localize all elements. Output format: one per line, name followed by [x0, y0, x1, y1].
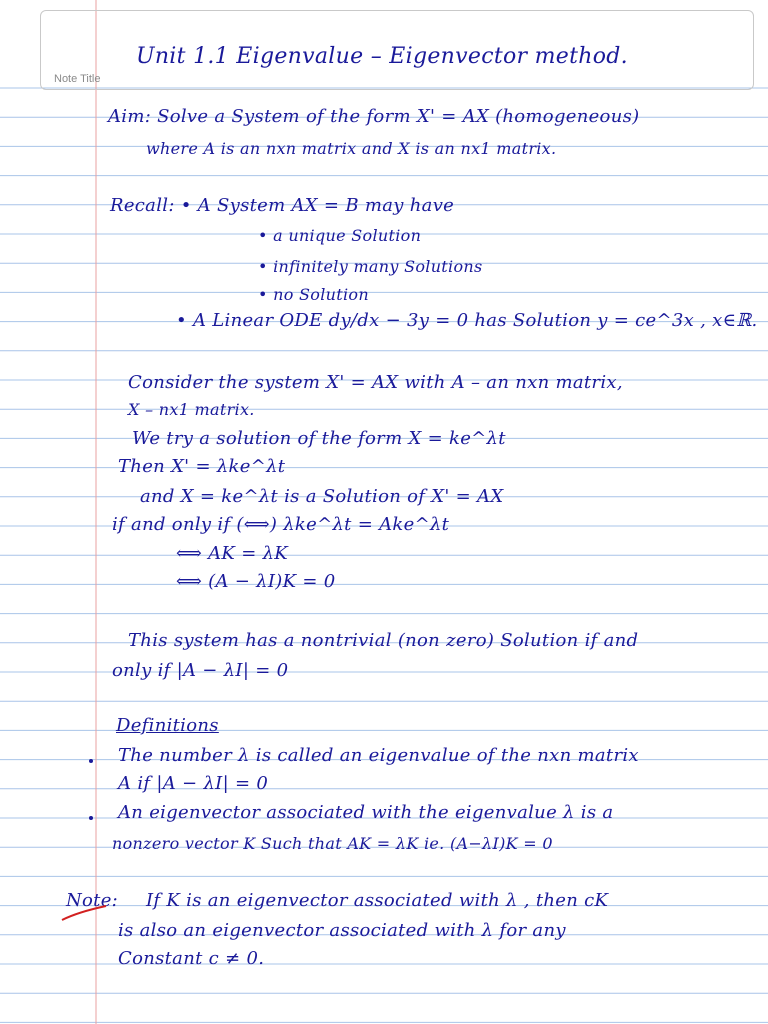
- recall-item-2: • infinitely many Solutions: [258, 257, 483, 276]
- consider-line-4: Then X' = λke^λt: [118, 456, 286, 477]
- page-title: Unit 1.1 Eigenvalue – Eigenvector method.: [136, 44, 628, 69]
- aim-line-1: Aim: Solve a System of the form X' = AX (homogeneous): [108, 106, 640, 127]
- note-title-label: Note Title: [54, 73, 101, 85]
- consider-line-2: X – nx1 matrix.: [128, 400, 255, 419]
- definitions-heading: Definitions: [116, 715, 219, 736]
- definition-1-line-2: A if |A − λI| = 0: [118, 773, 269, 794]
- note-line-3: Constant c ≠ 0.: [118, 948, 265, 969]
- definition-1-line-1: The number λ is called an eigenvalue of the nxn matrix: [118, 745, 639, 766]
- consider-line-7: ⟺ AK = λK: [176, 543, 289, 564]
- note-label: Note:: [66, 890, 119, 911]
- definition-2-line-1: An eigenvector associated with the eigenvalue λ is a: [118, 802, 614, 823]
- system-line-1: This system has a nontrivial (non zero) Solution if and: [128, 630, 639, 651]
- recall-item-1: • a unique Solution: [258, 226, 422, 245]
- recall-heading: Recall: • A System AX = B may have: [110, 195, 455, 216]
- bullet-dot-1: [89, 759, 93, 763]
- consider-line-5: and X = ke^λt is a Solution of X' = AX: [140, 486, 504, 507]
- consider-line-3: We try a solution of the form X = ke^λt: [132, 428, 506, 449]
- recall-item-3: • no Solution: [258, 285, 369, 304]
- aim-line-2: where A is an nxn matrix and X is an nx1 matrix.: [146, 139, 557, 158]
- note-underline-mark: [60, 902, 110, 924]
- system-line-2: only if |A − λI| = 0: [112, 660, 289, 681]
- recall-ode: • A Linear ODE dy/dx − 3y = 0 has Solution y = ce^3x , x∈ℝ.: [176, 310, 758, 331]
- consider-line-6: if and only if (⟺) λke^λt = Ake^λt: [112, 514, 450, 535]
- note-line-1: If K is an eigenvector associated with λ , then cK: [146, 890, 609, 911]
- consider-line-1: Consider the system X' = AX with A – an nxn matrix,: [128, 372, 623, 393]
- definition-2-line-2: nonzero vector K Such that AK = λK ie. (A−λI)K = 0: [112, 834, 553, 853]
- note-line-2: is also an eigenvector associated with λ for any: [118, 920, 566, 941]
- consider-line-8: ⟺ (A − λI)K = 0: [176, 571, 336, 592]
- bullet-dot-2: [89, 816, 93, 820]
